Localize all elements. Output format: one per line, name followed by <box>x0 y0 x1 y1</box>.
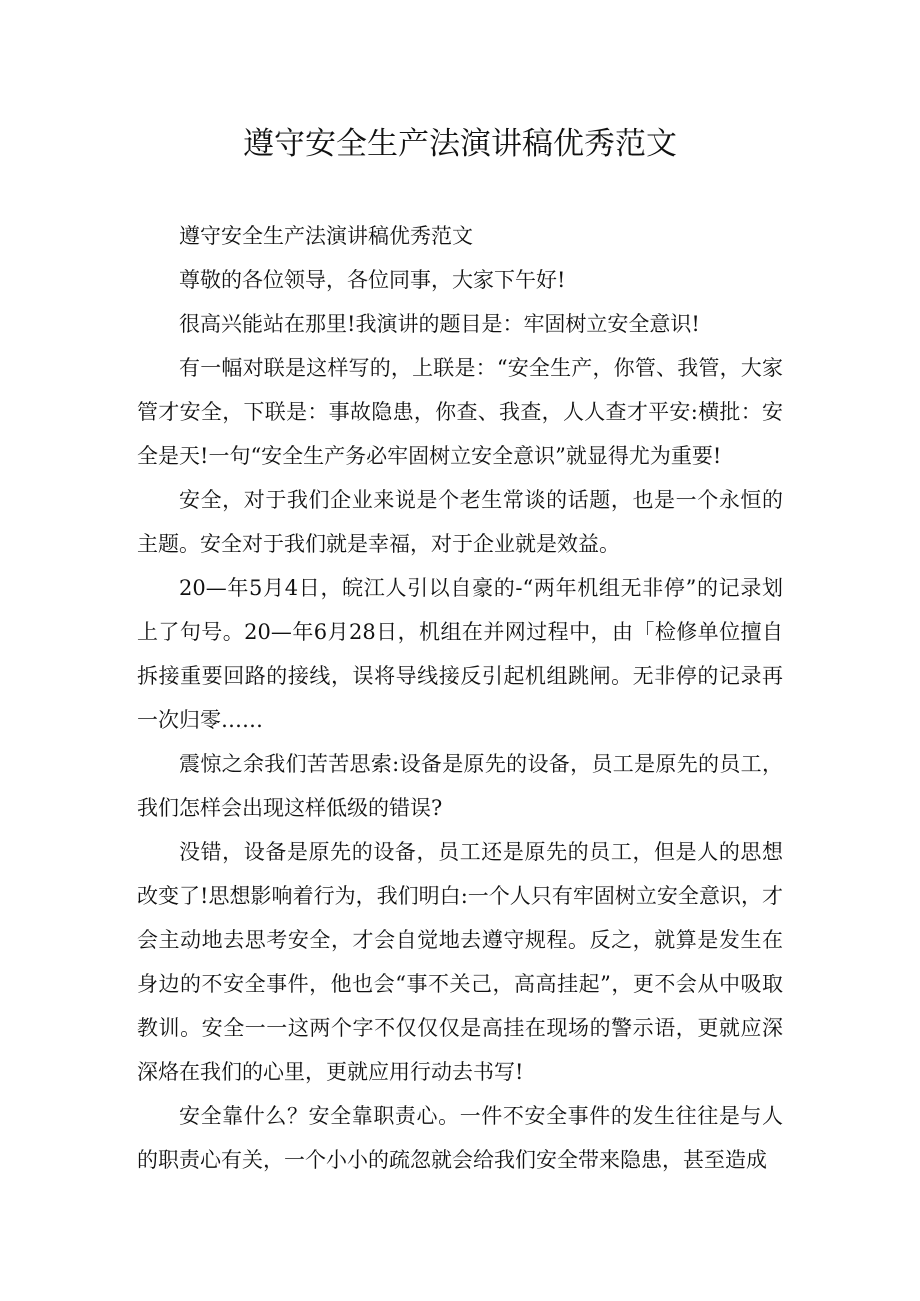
paragraph-subtitle: 遵守安全生产法演讲稿优秀范文 <box>179 224 473 248</box>
document-body <box>137 214 783 1182</box>
paragraph-topic: 很高兴能站在那里!我演讲的题目是：牢固树立安全意识! <box>179 312 700 336</box>
paragraph-responsibility: 安全靠什么？安全靠职责心。一件不安全事件的发生往往是与人的职责心有关，一个小小的疏忽就会给我们安全带来隐患，甚至造成 <box>137 1104 783 1172</box>
paragraph-couplet: 有一幅对联是这样写的，上联是：“安全生产，你管、我管，大家管才安全，下联是：事故隐患，你查、我查，人人查才平安:横批：安全是天!一句“安全生产务必牢固树立安全意识”就显得尤为重要! <box>137 356 783 468</box>
paragraph-reflection: 震惊之余我们苦苦思索:设备是原先的设备，员工是原先的员工，我们怎样会出现这样低级的错误? <box>137 752 783 820</box>
paragraph-greeting: 尊敬的各位领导，各位同事，大家下午好! <box>179 268 566 292</box>
paragraph-mindset: 没错，设备是原先的设备，员工还是原先的员工，但是人的思想改变了!思想影响着行为，我们明白:一个人只有牢固树立安全意识，才会主动地去思考安全，才会自觉地去遵守规程。反之，就算是发生在身边的不安全事件，他也会“事不关己，高高挂起”，更不会从中吸取教训。安全一一这两个字不仅仅仅是高挂在现场的警示语，更就应深深烙在我们的心里，更就应用行动去书写! <box>137 840 783 1084</box>
paragraph-incident: 20—年5月4日，皖江人引以自豪的-“两年机组无非停”的记录划上了句号。20—年6月28日，机组在并网过程中，由「检修单位擅自拆接重要回路的接线，误将导线接反引起机组跳闸。无非停的记录再一次归零…… <box>137 576 783 732</box>
paragraph-safety-theme: 安全，对于我们企业来说是个老生常谈的话题，也是一个永恒的主题。安全对于我们就是幸福，对于企业就是效益。 <box>137 488 783 556</box>
document-title: 遵守安全生产法演讲稿优秀范文 <box>243 126 677 162</box>
